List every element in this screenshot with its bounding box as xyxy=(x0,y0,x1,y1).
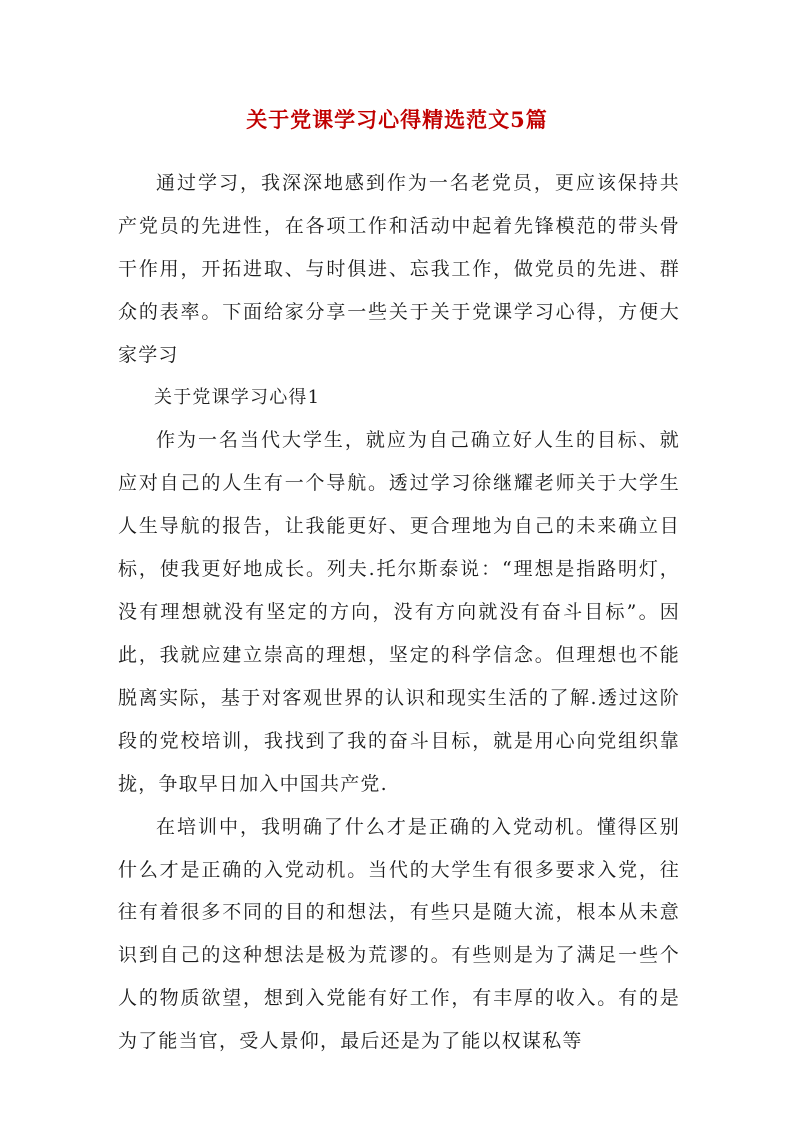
document-body xyxy=(118,162,680,1063)
section1-paragraph-1: 作为一名当代大学生，就应为自己确立好人生的目标、就应对自己的人生有一个导航。透过学习徐继耀老师关于大学生人生导航的报告，让我能更好、更合理地为自己的未来确立目标，使我更好地成长。列夫.托尔斯泰说：“理想是指路明灯，没有理想就没有坚定的方向，没有方向就没有奋斗目标”。因此，我就应建立崇高的理想，坚定的科学信念。但理想也不能脱离实际，基于对客观世界的认识和现实生活的了解.透过这阶段的党校培训，我找到了我的奋斗目标，就是用心向党组织靠拢，争取早日加入中国共产党. xyxy=(118,429,680,795)
intro-paragraph: 通过学习，我深深地感到作为一名老党员，更应该保持共产党员的先进性，在各项工作和活动中起着先锋模范的带头骨干作用，开拓进取、与时俱进、忘我工作，做党员的先进、群众的表率。下面给家分享一些关于关于党课学习心得，方便大家学习 xyxy=(118,172,680,366)
document-title: 关于党课学习心得精选范文5篇 xyxy=(246,107,548,132)
section1-paragraph-2: 在培训中，我明确了什么才是正确的入党动机。懂得区别什么才是正确的入党动机。当代的大学生有很多要求入党，往往有着很多不同的目的和想法，有些只是随大流，根本从未意识到自己的这种想法是极为荒谬的。有些则是为了满足一些个人的物质欲望，想到入党能有好工作，有丰厚的收入。有的是为了能当官，受人景仰，最后还是为了能以权谋私等 xyxy=(118,815,680,1053)
section-heading-1: 关于党课学习心得1 xyxy=(154,386,321,408)
